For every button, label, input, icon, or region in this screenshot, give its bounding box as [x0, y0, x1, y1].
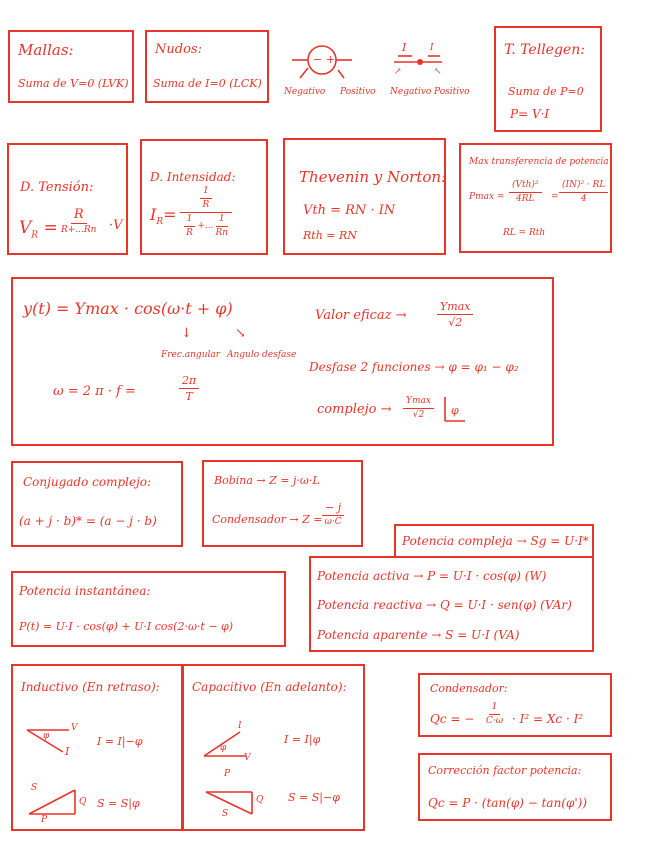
senoidal-box [11, 277, 554, 446]
senoidal-main: y(t) = Ymax · cos(ω·t + φ) [23, 299, 233, 318]
potencia-compleja-box [394, 524, 594, 559]
div-tension-fraction: R R+...Rn [61, 207, 97, 235]
div-intensidad-title: D. Intensidad: [150, 170, 236, 184]
correccion-title: Corrección factor potencia: [428, 764, 582, 777]
capacitivo-p-label: P [224, 769, 231, 779]
inductivo-title: Inductivo (En retraso): [21, 680, 160, 694]
div-intensidad-box [140, 139, 268, 255]
impedancias-box [202, 460, 363, 547]
condensador-fraction: − j ω·C [322, 502, 344, 527]
condensador-fraction: $\frac{1}{C\cdot\omega}$ [486, 702, 504, 726]
capacitivo-title: Capacitivo (En adelanto): [192, 680, 347, 694]
mallas-title: Mallas: [18, 41, 74, 59]
div-tension-lhs: $V_R$ = [19, 218, 58, 241]
inductivo-power: S = S|φ [97, 797, 140, 810]
node-arrow-b: ↖ [434, 67, 442, 77]
tellegen-formula: P= V·I [510, 107, 550, 121]
mallas-box [8, 30, 134, 103]
bobina-text: Bobina → Z = j·ω·L [214, 474, 320, 487]
valor-eficaz-fraction: Ymax √2 [437, 301, 473, 328]
capacitivo-v-label: V [244, 753, 251, 763]
inductivo-box [11, 664, 183, 831]
complejo-label: complejo → [317, 402, 392, 417]
capacitivo-s-label: S [222, 809, 229, 819]
angle-label: Angulo desfase [227, 350, 297, 360]
condensador-text: Condensador → Z = [212, 513, 323, 526]
thevenin-title: Thevenin y Norton: [299, 168, 447, 186]
potencia-aparente: Potencia aparente → S = U·I (VA) [317, 628, 520, 642]
capacitivo-phasor-diagram [200, 721, 260, 764]
nudos-box [145, 30, 269, 103]
thevenin-eq2: Rth = RN [303, 229, 357, 242]
capacitivo-q-label: Q [256, 795, 264, 805]
freq-arrow: ↓ [181, 326, 192, 341]
div-tension-title: D. Tensión: [20, 180, 94, 195]
conjugado-formula: (a + j · b)* = (a − j · b) [19, 514, 157, 528]
capacitivo-phasor: I = I|φ [284, 733, 321, 746]
condensador-tail: · I² = Xc · I² [512, 712, 584, 726]
inductivo-phi: φ [43, 731, 50, 741]
potencia-compleja-text: Potencia compleja → Sg = U·I* [402, 534, 589, 548]
positivo-label-2: Positivo [434, 87, 470, 97]
conjugado-box [11, 461, 183, 547]
div-tension-tail: ·V [109, 218, 123, 233]
correccion-formula: Qc = P · (tan(φ) − tan(φ')) [428, 796, 588, 810]
node-current-out: I [430, 43, 434, 53]
capacitivo-i-label: I [238, 721, 242, 731]
tellegen-rule: Suma de P=0 [508, 85, 584, 98]
positivo-label: Positivo [340, 87, 376, 97]
rl-equals-rth: RL = Rth [503, 228, 546, 238]
tellegen-box [494, 26, 602, 132]
potencia-reactiva: Potencia reactiva → Q = U·I · sen(φ) (VAr) [317, 598, 572, 612]
inductivo-i-label: I [65, 745, 70, 758]
thevenin-eq1: Vth = RN · IN [303, 203, 396, 218]
inductivo-s-label: S [31, 783, 38, 793]
negativo-label-2: Negativo [390, 87, 432, 97]
source-sign-label: − + [313, 53, 335, 66]
max-transfer-box [459, 143, 612, 253]
inductivo-q-label: Q [79, 797, 87, 807]
condensador-title: Condensador: [430, 682, 508, 695]
inductivo-v-label: V [71, 723, 78, 733]
instantanea-title: Potencia instantánea: [19, 584, 151, 598]
thevenin-box [283, 138, 446, 255]
node-arrow-a: ↗ [394, 67, 402, 77]
capacitivo-power-triangle [202, 782, 262, 822]
inductivo-phasor: I = I|−φ [97, 735, 143, 748]
max-transfer-eq: = [551, 192, 559, 202]
capacitivo-box [182, 664, 365, 831]
max-transfer-frac1: (Vth)² 4RL [509, 181, 542, 204]
nudos-title: Nudos: [155, 42, 202, 57]
instantanea-box [11, 571, 286, 647]
angle-arrow: ↘ [235, 326, 246, 341]
capacitivo-phi: φ [220, 743, 227, 753]
potencias-box [309, 556, 594, 652]
valor-eficaz-label: Valor eficaz → [315, 308, 407, 323]
conjugado-title: Conjugado complejo: [23, 475, 152, 489]
div-intensidad-lhs: $I_R=$ [150, 205, 177, 228]
div-tension-box [7, 143, 128, 255]
capacitivo-power: S = S|−φ [288, 791, 340, 804]
freq-label: Frec.angular [161, 350, 221, 360]
max-transfer-title: Max transferencia de potencia [469, 157, 609, 167]
omega-formula: ω = 2 π · f = [53, 384, 136, 399]
potencia-activa: Potencia activa → P = U·I · cos(φ) (W) [317, 569, 547, 583]
max-transfer-frac2: $\frac{\text{(IN)² · RL}}{4}$ [559, 181, 608, 204]
complejo-angle: φ [451, 404, 459, 417]
div-intensidad-fraction: 1 R $\frac{1}{R}$ +... $\frac{1}{Rn}$ [180, 187, 232, 238]
desfase-text: Desfase 2 funciones → φ = φ₁ − φ₂ [309, 360, 519, 374]
negativo-label: Negativo [284, 87, 326, 97]
node-current-in: I [402, 41, 407, 54]
pmax-label: Pmax = [469, 192, 505, 202]
condensador-box [418, 673, 612, 737]
omega-fraction: $\frac{2\pi}{T}$ [179, 375, 199, 402]
instantanea-formula: P(t) = U·I · cos(φ) + U·I cos(2·ω·t − φ) [19, 620, 234, 633]
mallas-rule: Suma de V=0 (LVK) [18, 77, 129, 90]
tellegen-title: T. Tellegen: [504, 42, 585, 58]
nudos-rule: Suma de I=0 (LCK) [153, 77, 262, 90]
condensador-lhs: Qc = − [430, 712, 475, 726]
inductivo-p-label: P [41, 815, 48, 825]
correccion-box [418, 753, 612, 821]
complejo-fraction: Ymax √2 [403, 397, 434, 420]
